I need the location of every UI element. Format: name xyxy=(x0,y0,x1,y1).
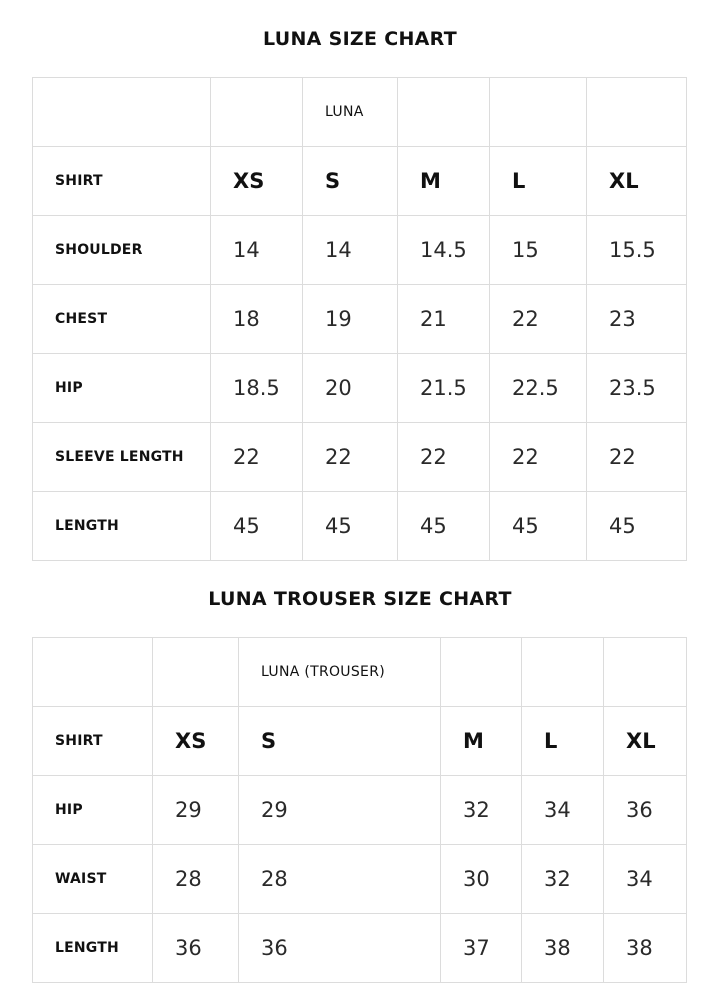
trouser-size-table xyxy=(32,637,687,983)
measurement-value: 45 xyxy=(303,492,398,561)
measurement-value: 36 xyxy=(239,914,441,983)
table-row xyxy=(33,845,687,914)
measurement-value: 22 xyxy=(398,423,490,492)
table-row xyxy=(33,638,687,707)
measurement-value: 22 xyxy=(490,423,587,492)
size-header: L xyxy=(522,707,604,776)
table-row xyxy=(33,216,687,285)
measurement-value: 23 xyxy=(587,285,687,354)
table-cell xyxy=(441,638,522,707)
measurement-value: 34 xyxy=(604,845,687,914)
measurement-value: 29 xyxy=(239,776,441,845)
table-cell xyxy=(398,78,490,147)
table-cell xyxy=(587,78,687,147)
measurement-value: 20 xyxy=(303,354,398,423)
table-cell xyxy=(153,638,239,707)
row-label: LENGTH xyxy=(33,492,211,561)
measurement-value: 45 xyxy=(490,492,587,561)
table-cell xyxy=(33,78,211,147)
table-row xyxy=(33,707,687,776)
size-header: XL xyxy=(587,147,687,216)
table-row xyxy=(33,492,687,561)
size-header: M xyxy=(398,147,490,216)
row-label: SHIRT xyxy=(33,707,153,776)
measurement-value: 36 xyxy=(153,914,239,983)
measurement-value: 32 xyxy=(522,845,604,914)
table-row xyxy=(33,147,687,216)
measurement-value: 23.5 xyxy=(587,354,687,423)
measurement-value: 18.5 xyxy=(211,354,303,423)
table-cell xyxy=(33,638,153,707)
row-label: WAIST xyxy=(33,845,153,914)
table-row xyxy=(33,78,687,147)
size-header: XL xyxy=(604,707,687,776)
measurement-value: 21.5 xyxy=(398,354,490,423)
measurement-value: 22 xyxy=(211,423,303,492)
measurement-value: 28 xyxy=(239,845,441,914)
table-row xyxy=(33,776,687,845)
measurement-value: 22 xyxy=(490,285,587,354)
table-row xyxy=(33,914,687,983)
size-header: S xyxy=(239,707,441,776)
measurement-value: 36 xyxy=(604,776,687,845)
size-header: S xyxy=(303,147,398,216)
size-header: M xyxy=(441,707,522,776)
shirt-size-table xyxy=(32,77,687,561)
measurement-value: 22 xyxy=(303,423,398,492)
measurement-value: 45 xyxy=(398,492,490,561)
row-label: CHEST xyxy=(33,285,211,354)
measurement-value: 38 xyxy=(604,914,687,983)
measurement-value: 34 xyxy=(522,776,604,845)
size-header: XS xyxy=(153,707,239,776)
measurement-value: 22.5 xyxy=(490,354,587,423)
group-label: LUNA xyxy=(303,78,398,147)
table-cell xyxy=(211,78,303,147)
table-cell xyxy=(522,638,604,707)
trouser-chart-title: LUNA TROUSER SIZE CHART xyxy=(208,588,512,610)
measurement-value: 32 xyxy=(441,776,522,845)
measurement-value: 45 xyxy=(587,492,687,561)
group-label: LUNA (TROUSER) xyxy=(239,638,441,707)
measurement-value: 45 xyxy=(211,492,303,561)
measurement-value: 22 xyxy=(587,423,687,492)
measurement-value: 14 xyxy=(303,216,398,285)
measurement-value: 15.5 xyxy=(587,216,687,285)
row-label: LENGTH xyxy=(33,914,153,983)
size-header: L xyxy=(490,147,587,216)
measurement-value: 38 xyxy=(522,914,604,983)
row-label: HIP xyxy=(33,776,153,845)
measurement-value: 18 xyxy=(211,285,303,354)
measurement-value: 30 xyxy=(441,845,522,914)
measurement-value: 37 xyxy=(441,914,522,983)
row-label: HIP xyxy=(33,354,211,423)
measurement-value: 21 xyxy=(398,285,490,354)
measurement-value: 28 xyxy=(153,845,239,914)
size-header: XS xyxy=(211,147,303,216)
row-label: SHOULDER xyxy=(33,216,211,285)
shirt-chart-title: LUNA SIZE CHART xyxy=(263,28,457,50)
row-label: SLEEVE LENGTH xyxy=(33,423,211,492)
measurement-value: 19 xyxy=(303,285,398,354)
table-cell xyxy=(490,78,587,147)
table-cell xyxy=(604,638,687,707)
measurement-value: 14.5 xyxy=(398,216,490,285)
measurement-value: 29 xyxy=(153,776,239,845)
measurement-value: 14 xyxy=(211,216,303,285)
table-row xyxy=(33,285,687,354)
measurement-value: 15 xyxy=(490,216,587,285)
row-label: SHIRT xyxy=(33,147,211,216)
table-row xyxy=(33,423,687,492)
table-row xyxy=(33,354,687,423)
